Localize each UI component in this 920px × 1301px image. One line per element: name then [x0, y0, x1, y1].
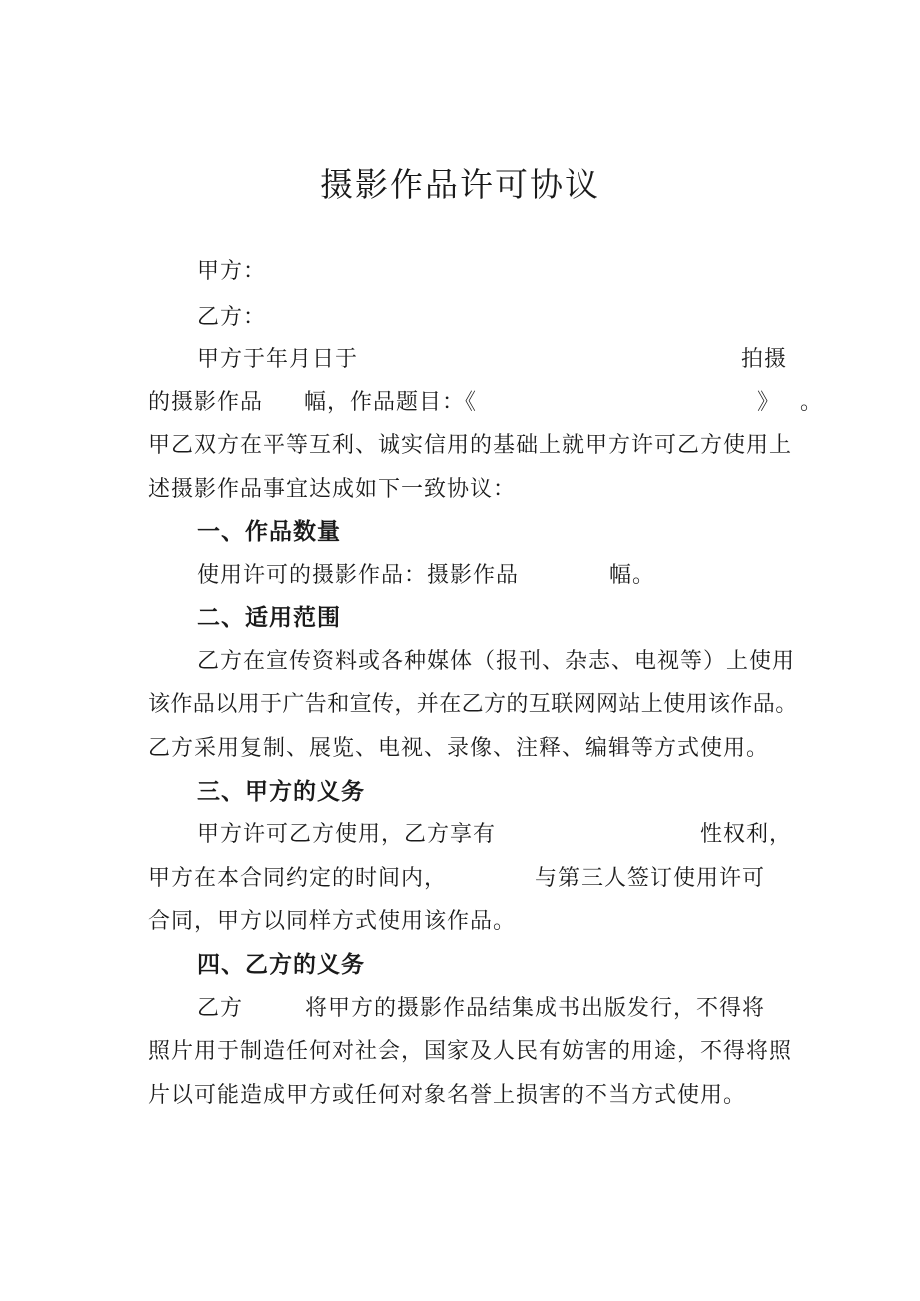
intro-line-2-b: 幅，作品题目：《 — [304, 390, 478, 415]
party-b-label: 乙方： — [197, 305, 267, 330]
intro-line-2-a: 的摄影作品 — [148, 390, 264, 415]
section-1-line-1-b: 幅。 — [609, 563, 656, 588]
section-3-line-1-a: 甲方许可乙方使用，乙方享有 — [197, 822, 497, 847]
section-2-line-1: 乙方在宣传资料或各种媒体（报刊、杂志、电视等）上使用 — [197, 649, 796, 674]
section-3-line-1-b: 性权利， — [700, 822, 793, 847]
intro-line-3: 甲乙双方在平等互利、诚实信用的基础上就甲方许可乙方使用上 — [148, 433, 793, 458]
party-a-label: 甲方： — [197, 259, 267, 284]
section-4-line-3: 片以可能造成甲方或任何对象名誉上损害的不当方式使用。 — [148, 1083, 747, 1108]
section-3-line-3: 合同，甲方以同样方式使用该作品。 — [148, 909, 517, 934]
section-3-line-2-b: 与第三人签订使用许可 — [535, 866, 766, 891]
section-2-heading: 二、适用范围 — [197, 605, 341, 631]
section-3-heading: 三、甲方的义务 — [197, 779, 365, 805]
section-4-heading: 四、乙方的义务 — [197, 952, 365, 978]
intro-line-2-d: 。 — [800, 390, 824, 415]
section-1-heading: 一、作品数量 — [197, 519, 341, 545]
section-2-line-2: 该作品以用于广告和宣传，并在乙方的互联网网站上使用该作品。 — [148, 692, 798, 717]
intro-line-1-left: 甲方于年月日于 — [197, 347, 359, 372]
intro-line-2-c: 》 — [757, 390, 781, 415]
intro-line-1-right: 拍摄 — [741, 347, 788, 372]
section-4-line-1-a: 乙方 — [197, 996, 244, 1021]
section-4-line-1-b: 将甲方的摄影作品结集成书出版发行，不得将 — [305, 996, 766, 1021]
section-4-line-2: 照片用于制造任何对社会，国家及人民有妨害的用途，不得将照 — [148, 1039, 793, 1064]
document-title: 摄影作品许可协议 — [320, 165, 600, 204]
section-2-line-3: 乙方采用复制、展览、电视、录像、注释、编辑等方式使用。 — [148, 736, 770, 761]
section-3-line-2-a: 甲方在本合同约定的时间内， — [148, 866, 448, 891]
section-1-line-1-a: 使用许可的摄影作品：摄影作品 — [197, 563, 520, 588]
intro-line-4: 述摄影作品事宜达成如下一致协议： — [148, 477, 517, 502]
